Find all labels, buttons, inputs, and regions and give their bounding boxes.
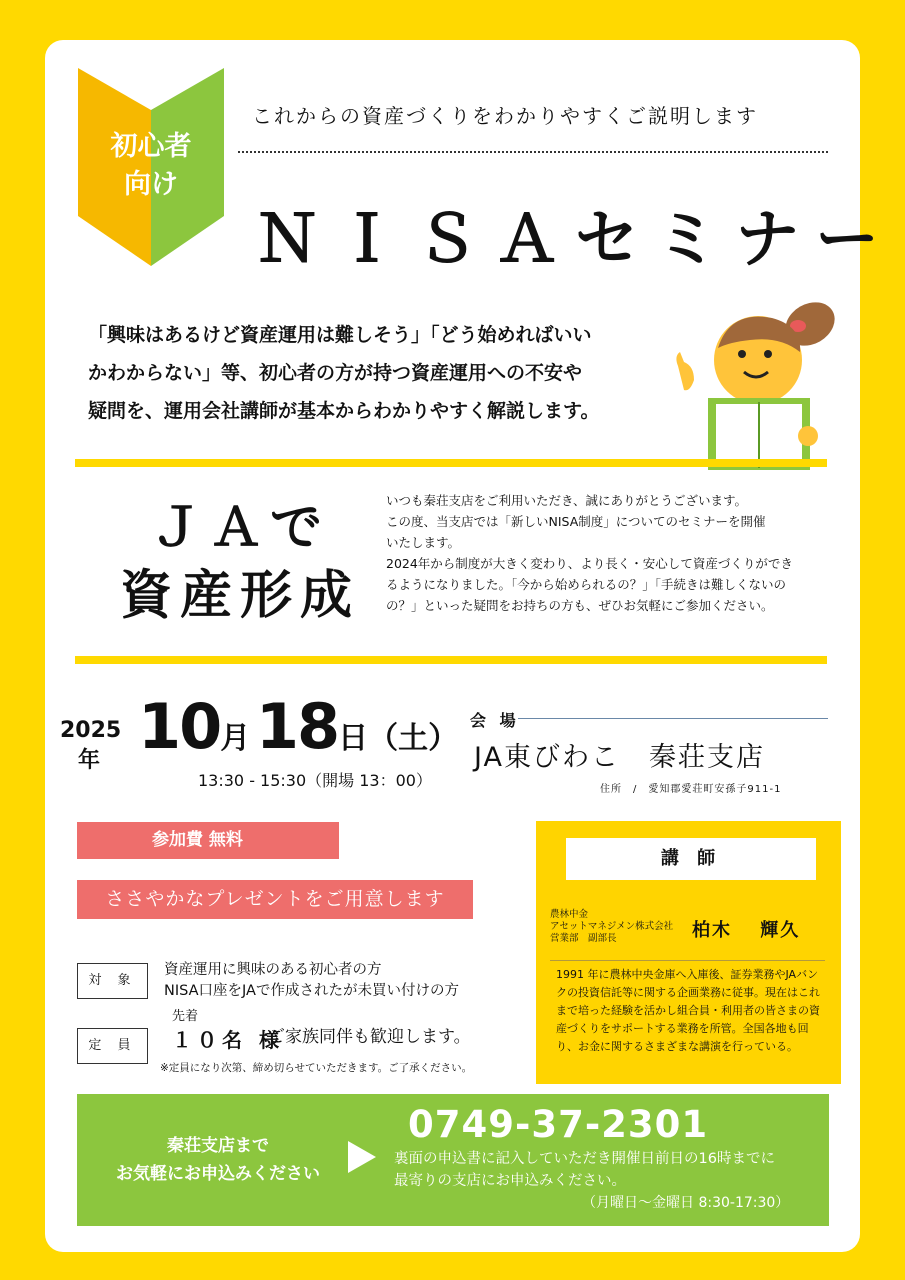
lecturer-name: 柏木 輝久 xyxy=(692,920,801,941)
description-line: この度、当支店では「新しいNISA制度」についてのセミナーを開催 xyxy=(386,514,766,529)
year-unit: 年 xyxy=(77,748,100,773)
capacity-note: ご家族同伴も歓迎します。 xyxy=(268,1027,471,1047)
event-time: 13:30 - 15:30（開場 13：00） xyxy=(198,771,432,790)
capacity-footnote: ※定員になり次第、締め切らせていただきます。ご了承ください。 xyxy=(160,1062,473,1074)
intro-text xyxy=(88,316,658,430)
target-line: NISA口座をJAで作成されたが未買い付けの方 xyxy=(164,983,459,999)
dotted-divider xyxy=(238,151,828,153)
description-line: るようになりました。「今から始められるの？」「手続きは難しくないの xyxy=(386,577,787,592)
yellow-divider xyxy=(75,656,827,664)
description-line: の？」といった疑問をお持ちの方も、ぜひお気軽にご参加ください。 xyxy=(386,598,774,613)
header-subtitle: これからの資産づくりをわかりやすくご説明します xyxy=(252,104,758,128)
cta-line: お気軽にお申込みください xyxy=(116,1164,320,1184)
lecturer-heading: 講 師 xyxy=(566,838,816,880)
lecturer-organization xyxy=(550,909,673,945)
lecturer-bio: 1991 年に農林中央金庫へ入庫後、証券業務やJAバンクの投資信託等に関する企画業務に従事。現在はこれまで培った経験を活かし組合員・利用者の皆さまの資産づくりをサポートする業務を所管。全国各地も回り、お金に関するさまざまな講演を行っている。 xyxy=(556,968,820,1053)
event-year xyxy=(60,716,122,776)
capacity-label: 定 員 xyxy=(77,1028,148,1064)
contact-note-line: 裏面の申込書に記入していただき開催日前日の16時までに xyxy=(394,1151,775,1167)
weekday: （土） xyxy=(368,721,459,756)
beginner-badge-text xyxy=(78,128,224,204)
lecturer-divider xyxy=(550,960,825,961)
fee-banner: 参加費 無料 xyxy=(77,822,339,859)
contact-note-line: 最寄りの支店にお申込みください。 xyxy=(394,1173,626,1189)
section-title-line2: 資産形成 xyxy=(119,566,360,626)
capacity-prefix: 先着 xyxy=(172,1009,199,1024)
day-value: 18 xyxy=(255,690,339,763)
description-line: 2024年から制度が大きく変わり、より長く・安心して資産づくりができ xyxy=(386,556,793,571)
section-description xyxy=(386,490,836,616)
yellow-divider xyxy=(75,459,827,467)
badge-line1: 初心者 xyxy=(110,131,192,162)
section-title-line1: ＪＡで xyxy=(149,498,330,558)
target-text xyxy=(164,960,459,1002)
badge-line2: 向け xyxy=(124,169,178,200)
target-line: 資産運用に興味のある初心者の方 xyxy=(164,962,382,978)
venue-label: 会 場 xyxy=(470,711,520,730)
present-banner: ささやかなプレゼントをご用意します xyxy=(77,880,473,919)
venue-underline xyxy=(518,718,828,719)
arrow-right-icon xyxy=(348,1141,376,1173)
org-line: 営業部 副部長 xyxy=(550,933,617,944)
day-unit: 日 xyxy=(338,721,369,756)
contact-note xyxy=(394,1148,775,1192)
contact-cta xyxy=(90,1132,346,1188)
cta-line: 秦荘支店まで xyxy=(167,1136,269,1156)
venue-name: JA東びわこ 秦荘支店 xyxy=(474,742,765,773)
month-unit: 月 xyxy=(220,721,251,756)
year-value: 2025 xyxy=(60,718,122,743)
intro-line: かわからない」等、初心者の方が持つ資産運用への不安や xyxy=(88,362,583,384)
intro-line: 「興味はあるけど資産運用は難しそう」「どう始めればいい xyxy=(88,324,592,346)
venue-address: 住所 / 愛知郡愛荘町安孫子911-1 xyxy=(600,784,782,795)
intro-line: 疑問を、運用会社講師が基本からわかりやすく解説します。 xyxy=(88,400,600,422)
business-hours: （月曜日～金曜日 8:30-17:30） xyxy=(582,1195,790,1211)
capacity-number: １０名 様 xyxy=(172,1028,284,1052)
org-line: アセットマネジメン株式会社 xyxy=(550,921,674,932)
section-title xyxy=(110,494,370,630)
month-value: 10 xyxy=(138,690,221,763)
event-date xyxy=(138,690,458,763)
description-line: いつも秦荘支店をご利用いただき、誠にありがとうございます。 xyxy=(386,493,748,508)
phone-number[interactable]: 0749-37-2301 xyxy=(408,1103,709,1146)
target-label: 対 象 xyxy=(77,963,148,999)
page-title: ＮＩＳＡセミナー xyxy=(255,203,895,277)
org-line: 農林中金 xyxy=(550,909,589,920)
girl-reading-book-icon xyxy=(660,296,840,472)
description-line: いたします。 xyxy=(386,535,461,550)
